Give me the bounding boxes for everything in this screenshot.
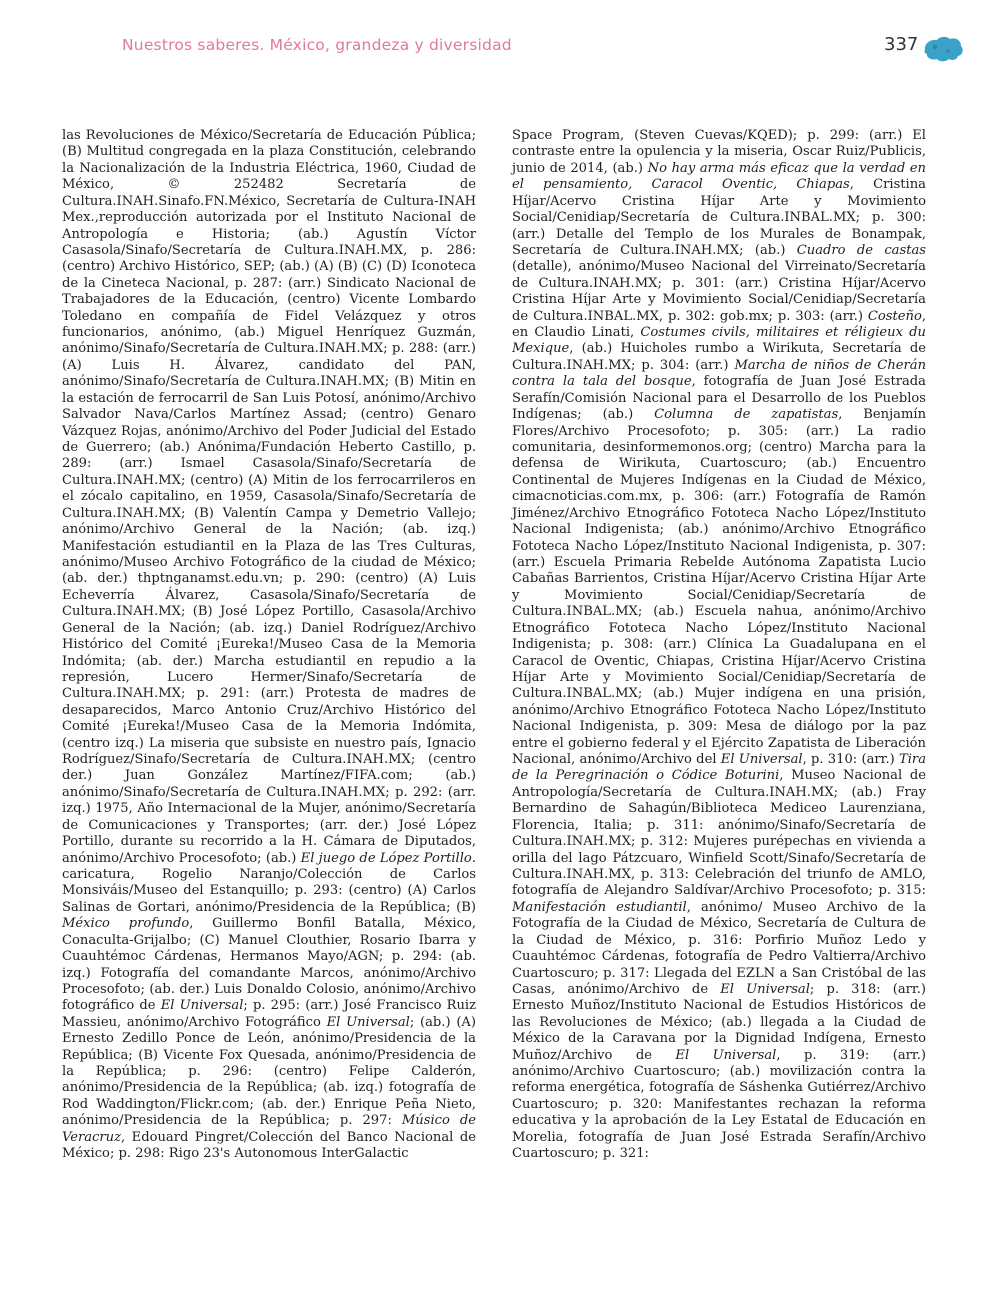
page-number: 337 (884, 34, 919, 55)
credits-text-right: Space Program, (Steven Cuevas/KQED); p. 299: (arr.) El contraste entre la opulencia y la miseria, Oscar Ruiz/Publicis, junio de 2014, (ab.) No hay arma más eficaz que la verdad en el pensamiento, Caracol Oventic, Chiapas, Cristina Híjar/Acervo Cristina Híjar Arte y Movimiento Social/Cenidiap/Secretaría de Cultura.INBAL.MX; p. 300: (arr.) Detalle del Templo de los Murales de Bonampak, Secretaría de Cultura.INAH.MX; (ab.) Cuadro de castas (detalle), anónimo/Museo Nacional del Virreinato/Secretaría de Cultura.INAH.MX; p. 301: (arr.) Cristina Híjar/Acervo Cristina Híjar Arte y Movimiento Social/Cenidiap/Secretaría de Cultura.INBAL.MX, p. 302: gob.mx; p. 303: (arr.) Costeño, en Claudio Linati, Costumes civils, militaires et réligieux du Mexique, (ab.) Huicholes rumbo a Wirikuta, Secretaría de Cultura.INAH.MX; p. 304: (arr.) Marcha de niños de Cherán contra la tala del bosque, fotografía de Juan José Estrada Serafín/Comisión Nacional para el Desarrollo de los Pueblos Indígenas; (ab.) Columna de zapatistas, Benjamín Flores/Archivo Procesofoto; p. 305: (arr.) La radio comunitaria, desinformemonos.org; (centro) Marcha para la defensa de Wirikuta, Cuartoscuro; (ab.) Encuentro Continental de Mujeres Indígenas en la Ciudad de México, cimacnoticias.com.mx, p. 306: (arr.) Fotografía de Ramón Jiménez/Archivo Etnográfico Fototeca Nacho López/Instituto Nacional Indigenista; (ab.) anónimo/Archivo Etnográfico Fototeca Nacho López/Instituto Nacional Indigenista, p. 307: (arr.) Escuela Primaria Rebelde Autónoma Zapatista Lucio Cabañas Barrientos, Cristina Híjar/Acervo Cristina Híjar Arte y Movimiento Social/Cenidiap/Secretaría de Cultura.INBAL.MX; (ab.) Escuela nahua, anónimo/Archivo Etnográfico Fototeca Nacho López/Instituto Nacional Indigenista; p. 308: (arr.) Clínica La Guadalupana en el Caracol de Oventic, Chiapas, Cristina Híjar/Acervo Cristina Híjar Arte y Movimiento Social/Cenidiap/Secretaría de Cultura.INBAL.MX; (ab.) Mujer indígena en una prisión, anónimo/Archivo Etnográfico Fototeca Nacho López/Instituto Nacional Indigenista, p. 309: Mesa de diálogo por la paz entre el gobierno federal y el Ejército Zapatista de Liberación Nacional, anónimo/Archivo del El Universal, p. 310: (arr.) Tira de la Peregrinación o Códice Boturini, Museo Nacional de Antropología/Secretaría de Cultura.INAH.MX; (ab.) Fray Bernardino de Sahagún/Biblioteca Mediceo Laurenziana, Florencia, Italia; p. 311: anónimo/Sinafo/Secretaría de Cultura.INAH.MX; p. 312: Mujeres purépechas en vivienda a orilla del lago Pátzcuaro, Winfield Scott/Sinafo/Secretaría de Cultura.INAH.MX, p. 313: Celebración del triunfo de AMLO, fotografía de Alejandro Saldívar/Archivo Procesofoto; p. 315: Manifestación estudiantil, anónimo/ Museo Archivo de la Fotografía de la Ciudad de México, Secretaría de Cultura de la Ciudad de México, p. 316: Porfirio Muñoz Ledo y Cuauhtémoc Cárdenas, fotografía de Pedro Valtierra/Archivo Cuartoscuro; p. 317: Llegada del EZLN a San Cristóbal de las Casas, anónimo/Archivo de El Universal; p. 318: (arr.) Ernesto Muñoz/Instituto Nacional de Estudios Históricos de las Revoluciones de México; (ab.) llegada a la Ciudad de México de la Caravana por la Dignidad Indígena, Ernesto Muñoz/Archivo de El Universal, p. 319: (arr.) anónimo/Archivo Cuartoscuro; (ab.) movilización contra la reforma energética, fotografía de Sáshenka Gutiérrez/Archivo Cuartoscuro; p. 320: Manifestantes rechazan la reforma educativa y la aprobación de la Ley Estatal de Educación en Morelia, fotografía de Juan José Estrada Serafín/Archivo Cuartoscuro; p. 321: (512, 128, 927, 1162)
credits-text-left: las Revoluciones de México/Secretaría de Educación Pública; (B) Multitud congregada en la plaza Constitución, celebrando la Nacionalización de la Industria Eléctrica, 1960, Ciudad de México, © 252482 Secretaría de Cultura.INAH.Sinafo.FN.México, Secretaría de Cultura-INAH Mex.,reproducción autorizada por el Instituto Nacional de Antropología e Historia; (ab.) Agustín Víctor Casasola/Sinafo/Secretaría de Cultura.INAH.MX, p. 286: (centro) Archivo Histórico, SEP; (ab.) (A) (B) (C) (D) Iconoteca de la Cineteca Nacional, p. 287: (arr.) Sindicato Nacional de Trabajadores de la Educación, (centro) Vicente Lombardo Toledano en compañía de Fidel Velázquez y otros funcionarios, anónimo, (ab.) Miguel Henríquez Guzmán, anónimo/Sinafo/Secretaría de Cultura.INAH.MX; p. 288: (arr.) (A) Luis H. Álvarez, candidato del PAN, anónimo/Sinafo/Secretaría de Cultura.INAH.MX; (B) Mitin en la estación de ferrocarril de San Luis Potosí, anónimo/Archivo Salvador Nava/Carlos Martínez Assad; (centro) Genaro Vázquez Rojas, anónimo/Archivo del Poder Judicial del Estado de Guerrero; (ab.) Anónima/Fundación Heberto Castillo, p. 289: (arr.) Ismael Casasola/Sinafo/Secretaría de Cultura.INAH.MX; (centro) (A) Mitin de los ferrocarrileros en el zócalo capitalino, en 1959, Casasola/Sinafo/Secretaría de Cultura.INAH.MX; (B) Valentín Campa y Demetrio Vallejo; anónimo/Archivo General de la Nación; (ab. izq.) Manifestación estudiantil en la Plaza de las Tres Culturas, anónimo/Museo Archivo Fotográfico de la ciudad de México; (ab. der.) thptnganamst.edu.vn; p. 290: (centro) (A) Luis Echeverría Álvarez, Casasola/Sinafo/Secretaría de Cultura.INAH.MX; (B) José López Portillo, Casasola/Archivo General de la Nación; (ab. izq.) Daniel Rodríguez/Archivo Histórico del Comité ¡Eureka!/Museo Casa de la Memoria Indómita; (ab. der.) Marcha estudiantil en repudio a la represión, Lucero Hermer/Sinafo/Secretaría de Cultura.INAH.MX; p. 291: (arr.) Protesta de madres de desaparecidos, Marco Antonio Cruz/Archivo Histórico del Comité ¡Eureka!/Museo Casa de la Memoria Indómita, (centro izq.) La miseria que subsiste en nuestro país, Ignacio Rodríguez/Sinafo/Secretaría de Cultura.INAH.MX; (centro der.) Juan González Martínez/FIFA.com; (ab.) anónimo/Sinafo/Secretaría de Cultura.INAH.MX; p. 292: (arr. izq.) 1975, Año Internacional de la Mujer, anónimo/Secretaría de Comunicaciones y Transportes; (arr. der.) José López Portillo, durante su recorrido a la H. Cámara de Diputados, anónimo/Archivo Procesofoto; (ab.) El juego de López Portillo. caricatura, Rogelio Naranjo/Colección de Carlos Monsiváis/Museo del Estanquillo; p. 293: (centro) (A) Carlos Salinas de Gortari, anónimo/Presidencia de la República; (B) México profundo, Guillermo Bonfil Batalla, México, Conaculta-Grijalbo; (C) Manuel Clouthier, Rosario Ibarra y Cuauhtémoc Cárdenas, Hermanos Mayo/AGN; p. 294: (ab. izq.) Fotografía del comandante Marcos, anónimo/Archivo Procesofoto; (ab. der.) Luis Donaldo Colosio, anónimo/Archivo fotográfico de El Universal; p. 295: (arr.) José Francisco Ruiz Massieu, anónimo/Archivo Fotográfico El Universal; (ab.) (A) Ernesto Zedillo Ponce de León, anónimo/Presidencia de la República; (B) Vicente Fox Quesada, anónimo/Presidencia de la República; p. 296: (centro) Felipe Calderón, anónimo/Presidencia de la República; (ab. izq.) fotografía de Rod Waddington/Flickr.com; (ab. der.) Enrique Peña Nieto, anónimo/Presidencia de la República; p. 297: Músico de Veracruz, Edouard Pingret/Colección del Banco Nacional de México; p. 298: Rigo 23's Autonomous InterGalactic (62, 128, 477, 1162)
running-head: Nuestros saberes. México, grandeza y diversidad (122, 36, 512, 54)
credits-column-right (512, 128, 926, 1163)
cyan-blob-icon (922, 34, 964, 64)
credits-column-left (62, 128, 476, 1163)
